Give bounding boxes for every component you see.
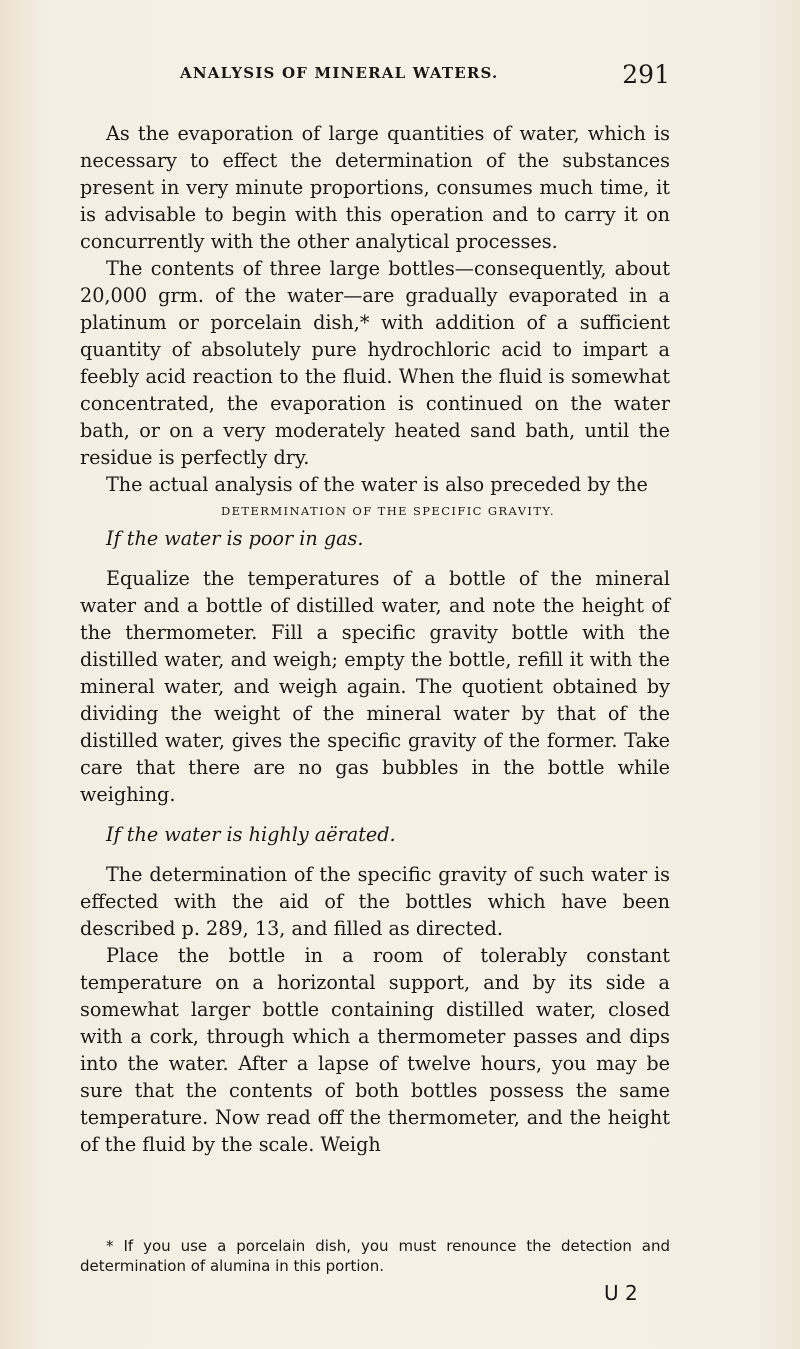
paragraph-evaporation: As the evaporation of large quantities of water, which is necessary to effect the determination of the substances present in very minute proportions, consumes much time, it is advisable to begin with this operation and to carry it on concurrently with the other analytical processes.: [80, 122, 670, 253]
paragraph-place-bottle: Place the bottle in a room of tolerably constant temperature on a horizontal support, and by its side a somewhat larger bottle containing distilled water, closed with a cork, through which a thermometer passes and dips into the water. After a lapse of twelve hours, you may be sure that the contents of both bottles possess the same temperature. Now read off the thermometer, and the height of the fluid by the scale. Weigh: [80, 944, 670, 1156]
page-number: 291: [622, 60, 670, 89]
paragraph-preceded: The actual analysis of the water is also preceded by the: [106, 473, 648, 496]
signature-mark: U 2: [604, 1281, 638, 1305]
body-text: [80, 120, 670, 1158]
running-title: ANALYSIS OF MINERAL WATERS.: [180, 64, 499, 82]
subheading-poor-in-gas: If the water is poor in gas.: [106, 527, 364, 550]
subheading-highly-aerated: If the water is highly aërated.: [106, 823, 396, 846]
paragraph-determination: The determination of the specific gravity of such water is effected with the aid of the bottles which have been described p. 289, 13, and filled as directed.: [80, 863, 670, 940]
spacer: [80, 808, 670, 821]
footnote: [80, 1236, 670, 1276]
page-header: [180, 60, 670, 96]
footnote-text: * If you use a porcelain dish, you must renounce the detection and determination of alumina in this portion.: [80, 1237, 670, 1275]
paragraph-equalize: Equalize the temperatures of a bottle of the mineral water and a bottle of distilled water, and note the height of the thermometer. Fill a specific gravity bottle with the distilled water, and weigh; empty the bottle, refill it with the mineral water, and weigh again. The quotient obtained by dividing the weight of the mineral water by that of the distilled water, gives the specific gravity of the former. Take care that there are no gas bubbles in the bottle while weighing.: [80, 567, 670, 806]
section-heading: DETERMINATION OF THE SPECIFIC GRAVITY.: [221, 504, 555, 518]
paragraph-bottle-contents: The contents of three large bottles—consequently, about 20,000 grm. of the water—are gradually evaporated in a platinum or porcelain dish,* with addition of a sufficient quantity of absolutely pure hydrochloric acid to impart a feebly acid reaction to the fluid. When the fluid is somewhat concentrated, the evaporation is continued on the water bath, or on a very moderately heated sand bath, until the residue is perfectly dry.: [80, 257, 670, 469]
